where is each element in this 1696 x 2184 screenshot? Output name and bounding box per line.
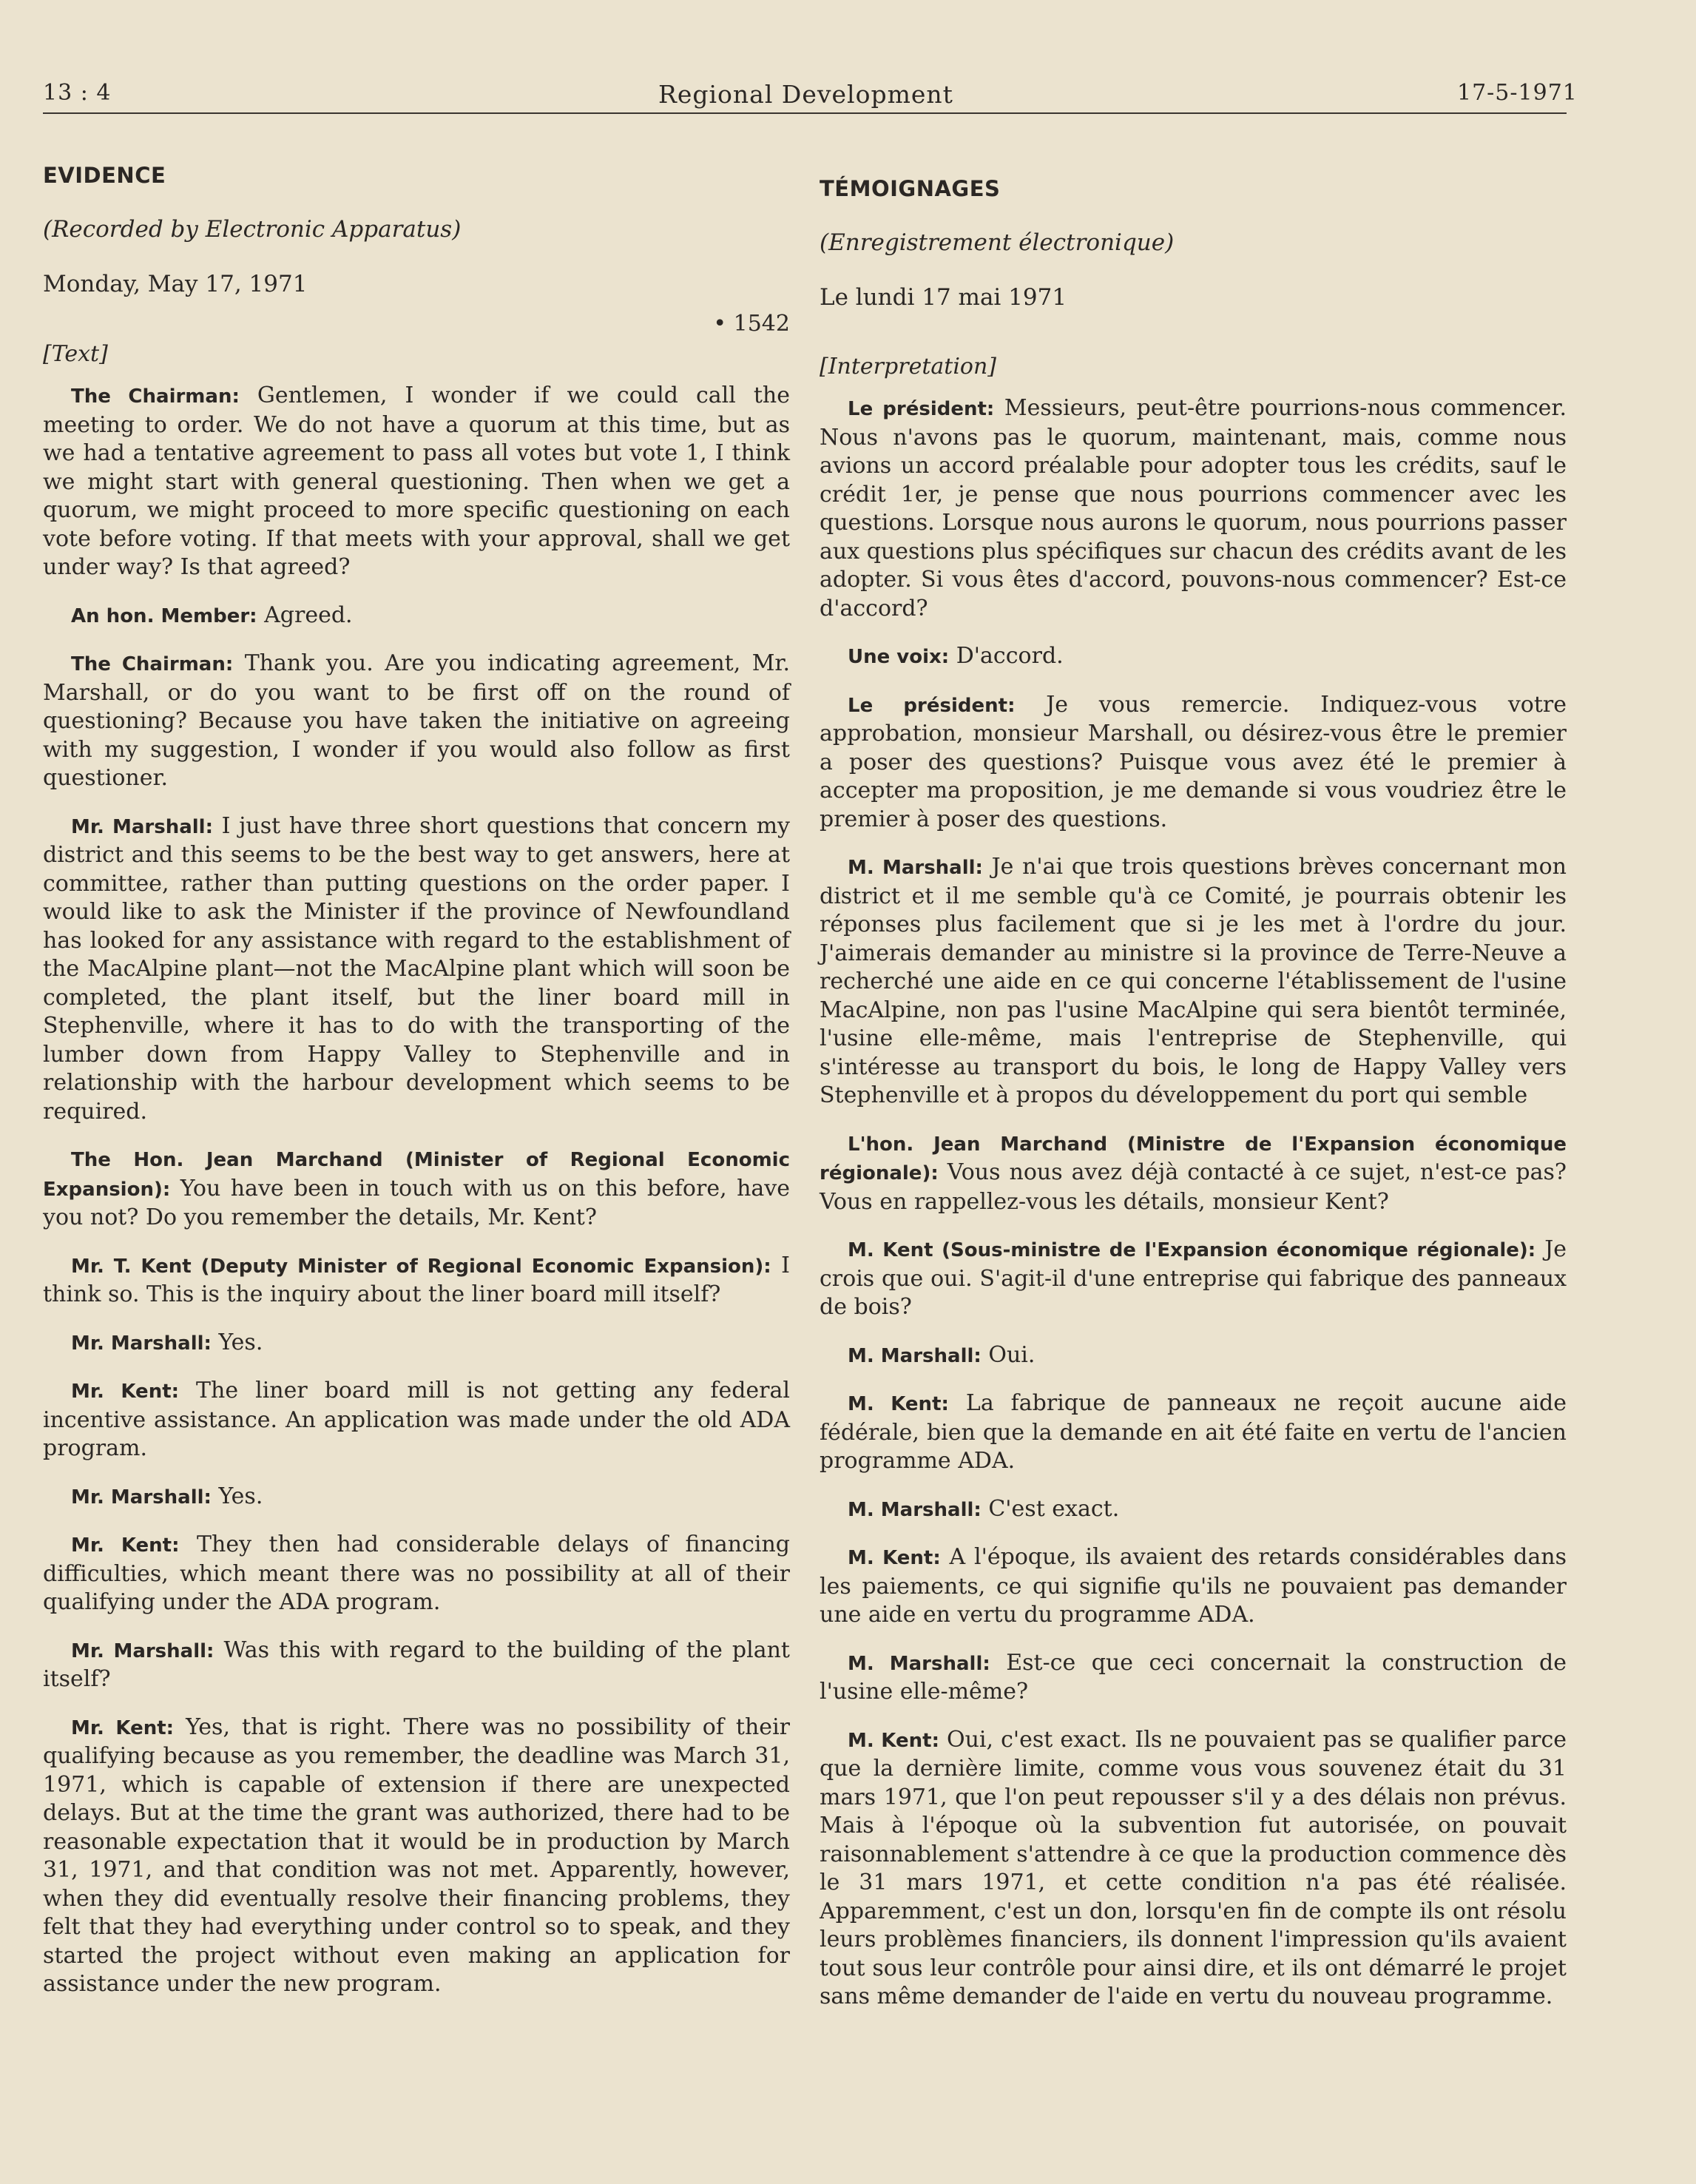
transcript-paragraph	[820, 394, 1567, 623]
transcript-paragraph	[820, 853, 1567, 1110]
section-title: EVIDENCE	[43, 163, 166, 188]
transcript-paragraph	[43, 1329, 790, 1358]
speech-text: C'est exact.	[988, 1495, 1120, 1522]
speech-text: I just have three short questions that concern my district and this seems to be the best way to get answers, here at committee, rather than putting questions on the order paper. I would like to ask the Minister if the province of Newfoundland has looked for any assistance with regard to the establishment of the MacAlpine plant—not the MacAlpine plant which will soon be completed, the plant itself, but the liner board mill in Stephenville, where it has to do with the transporting of the lumber down from Happy Valley to Stephenville and in relationship with the harbour development which seems to be required.	[43, 812, 790, 1125]
french-transcript	[820, 394, 1567, 2012]
running-title: Regional Development	[658, 80, 953, 109]
speaker-label: Le président:	[848, 398, 995, 420]
speaker-label: M. Marshall:	[848, 1652, 990, 1675]
speaker-label: The Hon. Jean Marchand (Minister of Regional Economic Expansion):	[43, 1149, 790, 1201]
speech-text: Je n'ai que trois questions brèves concernant mon district et il me semble qu'à ce Comité, je pourrais obtenir les réponses plus facilement que si je les met à l'ordre du jour. J'aimerais demander au ministre si la province de Terre-Neuve a recherché une aide en ce qui concerne l'établissement de l'usine MacAlpine, non pas l'usine MacAlpine qui sera bientôt terminée, l'usine elle-même, mais l'entreprise de Stephenville, qui s'intéresse au transport du bois, le long de Happy Valley vers Stephenville et à propos du développement du port qui semble	[820, 854, 1567, 1108]
speech-text: Was this with regard to the building of the plant itself?	[43, 1637, 790, 1692]
transcript-paragraph	[43, 1252, 790, 1310]
speaker-label: L'hon. Jean Marchand (Ministre de l'Expansion économique régionale):	[820, 1133, 1567, 1184]
transcript-paragraph	[43, 1145, 790, 1233]
speech-text: Thank you. Are you indicating agreement, Mr. Marshall, or do you want to be first off on the round of questioning? Because you have taken the initiative on agreeing with my suggestion, I wonder if you would also follow as first questioner.	[43, 650, 790, 791]
speech-text: Oui.	[988, 1341, 1035, 1368]
speaker-label: Le président:	[848, 694, 1016, 717]
section-title: TÉMOIGNAGES	[820, 176, 1001, 201]
transcript-paragraph	[820, 642, 1567, 672]
speech-text: Agreed.	[264, 601, 353, 628]
header-date: 17-5-1971	[1457, 80, 1578, 106]
english-column	[43, 163, 790, 2018]
transcript-paragraph	[43, 1377, 790, 1463]
transcript-paragraph	[43, 1483, 790, 1512]
transcript-paragraph	[820, 1543, 1567, 1630]
speech-text: They then had considerable delays of financing difficulties, which meant there was no possibility at all of their qualifying under the ADA program.	[43, 1531, 790, 1615]
french-column	[820, 163, 1567, 2031]
speaker-label: M. Marshall:	[848, 857, 983, 879]
speaker-label: An hon. Member:	[71, 604, 257, 627]
speech-text: Yes, that is right. There was no possibility of their qualifying because as you remember, the deadline was March 31, 1971, which is capable of extension if there are unexpected delays. But at the time the grant was authorized, there had to be reasonable expectation that it would be in production by March 31, 1971, and that condition was not met. Apparently, however, when they did eventually resolve their financing problems, they felt that they had everything under control so to speak, and they started the project without even making an application for assistance under the new program.	[43, 1713, 790, 1997]
speaker-label: M. Kent:	[848, 1547, 941, 1569]
sitting-date: Monday, May 17, 1971	[43, 271, 308, 297]
transcript-paragraph	[820, 1341, 1567, 1371]
speech-text: D'accord.	[956, 643, 1064, 669]
speaker-label: Mr. Marshall:	[71, 1332, 212, 1355]
speech-text: The liner board mill is not getting any federal incentive assistance. An application was made under the old ADA program.	[43, 1378, 791, 1461]
speaker-label: M. Kent:	[848, 1393, 949, 1415]
subtitle: (Recorded by Electronic Apparatus)	[43, 216, 462, 243]
speaker-label: Une voix:	[848, 646, 950, 668]
speech-text: Messieurs, peut-être pourrions-nous commencer. Nous n'avons pas le quorum, maintenant, mais, comme nous avions un accord préalable pour adopter tous les crédits, sauf le crédit 1er, je pense que nous pourrions commencer avec les questions. Lorsque nous aurons le quorum, nous pourrions passer aux questions plus spécifiques sur chacun des crédits avant de les adopter. Si vous êtes d'accord, pouvons-nous commencer? Est-ce d'accord?	[820, 395, 1567, 621]
speaker-label: Mr. T. Kent (Deputy Minister of Regional Economic Expansion):	[71, 1255, 771, 1278]
speaker-label: Mr. Marshall:	[71, 1486, 212, 1509]
transcript-paragraph	[43, 812, 790, 1127]
speaker-label: M. Marshall:	[848, 1344, 982, 1367]
page-number: 13 : 4	[43, 80, 112, 106]
speaker-label: Mr. Marshall:	[71, 815, 213, 838]
speech-text: A l'époque, ils avaient des retards considérables dans les paiements, ce qui signifie qu'ils ne pouvaient pas demander une aide en vertu du programme ADA.	[820, 1544, 1567, 1628]
speaker-label: M. Kent:	[848, 1729, 939, 1752]
transcript-paragraph	[43, 650, 790, 793]
speech-text: You have been in touch with us on this before, have you not? Do you remember the details, Mr. Kent?	[43, 1175, 790, 1230]
speech-text: Vous nous avez déjà contacté à ce sujet, n'est-ce pas? Vous en rappellez-vous les détails, monsieur Kent?	[820, 1159, 1567, 1215]
speech-text: La fabrique de panneaux ne reçoit aucune aide fédérale, bien que la demande en ait été faite en vertu de l'ancien programme ADA.	[820, 1390, 1567, 1474]
transcript-paragraph	[820, 691, 1567, 835]
language-marker: [Interpretation]	[820, 354, 997, 380]
speaker-label: Mr. Marshall:	[71, 1639, 214, 1662]
speech-text: Je vous remercie. Indiquez-vous votre approbation, monsieur Marshall, ou désirez-vous être le premier a poser des questions? Puisque vous avez été le premier à accepter ma proposition, je me demande si vous voudriez être le premier à poser des questions.	[820, 691, 1567, 832]
transcript-paragraph	[43, 1637, 790, 1694]
language-marker: [Text]	[43, 341, 108, 367]
speech-text: I think so. This is the inquiry about the liner board mill itself?	[43, 1252, 790, 1307]
speaker-label: Mr. Kent:	[71, 1716, 175, 1739]
english-transcript	[43, 382, 790, 1999]
transcript-paragraph	[820, 1649, 1567, 1707]
transcript-paragraph	[43, 382, 790, 582]
transcript-paragraph	[820, 1495, 1567, 1525]
speech-text: Yes.	[218, 1483, 263, 1509]
speaker-label: Mr. Kent:	[71, 1381, 180, 1403]
header-rule	[43, 112, 1567, 114]
speech-text: Gentlemen, I wonder if we could call the meeting to order. We do not have a quorum at this time, but as we had a tentative agreement to pass all votes but vote 1, I think we might start with general questioning. Then when we get a quorum, we might proceed to more specific questioning on each vote before voting. If that meets with your approval, shall we get under way? Is that agreed?	[43, 382, 790, 580]
speech-text: Oui, c'est exact. Ils ne pouvaient pas se qualifier parce que la dernière limite, comme vous vous souvenez était du 31 mars 1971, que l'on peut repousser s'il y a des délais non prévus. Mais à l'époque où la subvention fut autorisée, on pouvait raisonnablement s'attendre à ce que la production commence dès le 31 mars 1971, et cette condition n'a pas été réalisée. Apparemment, c'est un don, lorsqu'en fin de compte ils ont résolu leurs problèmes financiers, ils donnent l'impression qu'ils avaient tout sous leur contrôle pour ainsi dire, et ils ont démarré le projet sans même demander de l'aide en vertu du nouveau programme.	[820, 1726, 1567, 2009]
transcript-paragraph	[820, 1389, 1567, 1476]
transcript-paragraph	[43, 1531, 790, 1617]
transcript-paragraph	[820, 1236, 1567, 1322]
transcript-paragraph	[43, 601, 790, 631]
speech-text: Yes.	[218, 1329, 263, 1355]
timestamp: • 1542	[713, 311, 790, 337]
subtitle: (Enregistrement électronique)	[820, 229, 1175, 256]
speaker-label: Mr. Kent:	[71, 1534, 180, 1557]
transcript-paragraph	[43, 1713, 790, 1999]
speaker-label: The Chairman:	[71, 385, 240, 408]
sitting-date: Le lundi 17 mai 1971	[820, 284, 1067, 311]
speaker-label: M. Kent (Sous-ministre de l'Expansion économique régionale):	[848, 1239, 1536, 1261]
transcript-paragraph	[820, 1726, 1567, 2012]
speech-text: Est-ce que ceci concernait la construction de l'usine elle-même?	[820, 1649, 1567, 1705]
transcript-paragraph	[820, 1130, 1567, 1217]
speaker-label: The Chairman:	[71, 653, 234, 675]
speaker-label: M. Marshall:	[848, 1498, 982, 1521]
speech-text: Je crois que oui. S'agit-il d'une entreprise qui fabrique des panneaux de bois?	[820, 1236, 1567, 1320]
